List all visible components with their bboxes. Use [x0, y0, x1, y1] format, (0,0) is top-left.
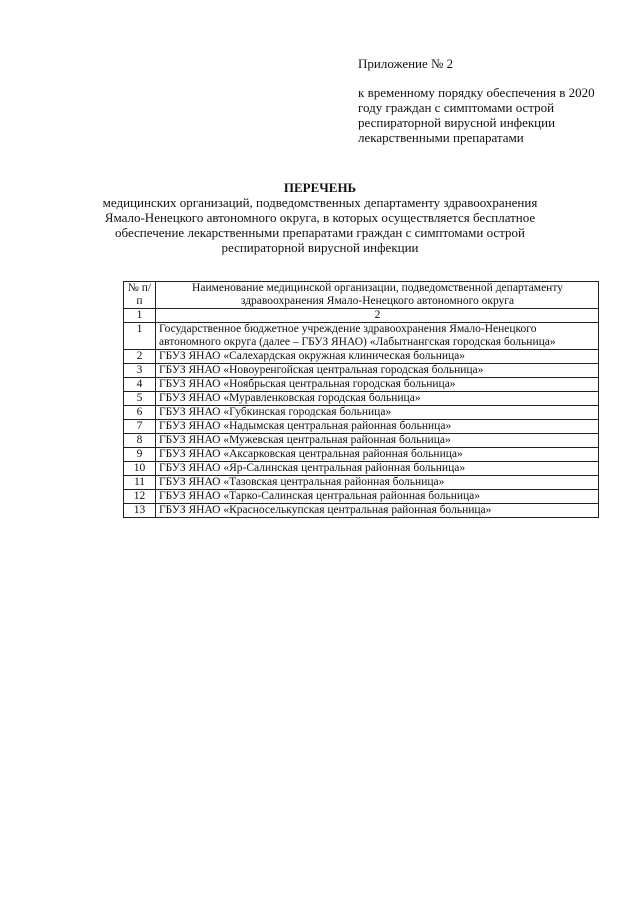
table-row [124, 323, 599, 350]
table-row [124, 350, 599, 364]
row-number: 12 [124, 490, 156, 504]
row-number: 11 [124, 476, 156, 490]
document-heading [90, 180, 550, 255]
table-row [124, 448, 599, 462]
document-title: ПЕРЕЧЕНЬ [283, 180, 357, 195]
organization-name: ГБУЗ ЯНАО «Мужевская центральная районная больница» [156, 434, 599, 448]
row-number: 13 [124, 504, 156, 518]
table-body [124, 309, 599, 518]
document-subtitle: медицинских организаций, подведомственных департаменту здравоохранения Ямало-Ненецкого автономного округа, в которых осуществляется бесплатное обеспечение лекарственными препаратами граждан с симптомами острой респираторной вирусной инфекции [102, 195, 538, 255]
column-index-name: 2 [156, 309, 599, 323]
row-number: 1 [124, 323, 156, 350]
organization-name: ГБУЗ ЯНАО «Тарко-Салинская центральная районная больница» [156, 490, 599, 504]
appendix-number: Приложение № 2 [358, 56, 454, 71]
row-number: 6 [124, 406, 156, 420]
row-number: 5 [124, 392, 156, 406]
row-number: 3 [124, 364, 156, 378]
table-row [124, 462, 599, 476]
organization-name: ГБУЗ ЯНАО «Муравленковская городская больница» [156, 392, 599, 406]
organization-name: ГБУЗ ЯНАО «Яр-Салинская центральная районная больница» [156, 462, 599, 476]
row-number: 9 [124, 448, 156, 462]
appendix-description: к временному порядку обеспечения в 2020 году граждан с симптомами острой респираторной вирусной инфекции лекарственными препаратами [358, 85, 595, 145]
organization-name: ГБУЗ ЯНАО «Аксарковская центральная районная больница» [156, 448, 599, 462]
organization-name: ГБУЗ ЯНАО «Надымская центральная районная больница» [156, 420, 599, 434]
organization-name: ГБУЗ ЯНАО «Тазовская центральная районная больница» [156, 476, 599, 490]
table-row [124, 504, 599, 518]
table-row [124, 476, 599, 490]
row-number: 4 [124, 378, 156, 392]
table-row [124, 490, 599, 504]
appendix-block [358, 56, 608, 145]
organization-name: ГБУЗ ЯНАО «Красноселькупская центральная районная больница» [156, 504, 599, 518]
table-row [124, 406, 599, 420]
table-row [124, 378, 599, 392]
organization-name: ГБУЗ ЯНАО «Ноябрьская центральная городская больница» [156, 378, 599, 392]
row-number: 8 [124, 434, 156, 448]
organization-name: ГБУЗ ЯНАО «Губкинская городская больница» [156, 406, 599, 420]
row-number: 2 [124, 350, 156, 364]
organization-name: ГБУЗ ЯНАО «Новоуренгойская центральная городская больница» [156, 364, 599, 378]
row-number: 10 [124, 462, 156, 476]
table-row [124, 420, 599, 434]
table-header-row [124, 282, 599, 309]
column-index-row [124, 309, 599, 323]
header-num: № п/п [124, 282, 156, 309]
table-row [124, 434, 599, 448]
organization-name: ГБУЗ ЯНАО «Салехардская окружная клиническая больница» [156, 350, 599, 364]
organization-name: Государственное бюджетное учреждение здравоохранения Ямало-Ненецкого автономного округа (далее – ГБУЗ ЯНАО) «Лабытнангская городская больница» [156, 323, 599, 350]
row-number: 7 [124, 420, 156, 434]
table-row [124, 364, 599, 378]
organizations-table [123, 281, 599, 518]
table-row [124, 392, 599, 406]
column-index-num: 1 [124, 309, 156, 323]
header-name: Наименование медицинской организации, подведомственной департаменту здравоохранения Ямало-Ненецкого автономного округа [156, 282, 599, 309]
